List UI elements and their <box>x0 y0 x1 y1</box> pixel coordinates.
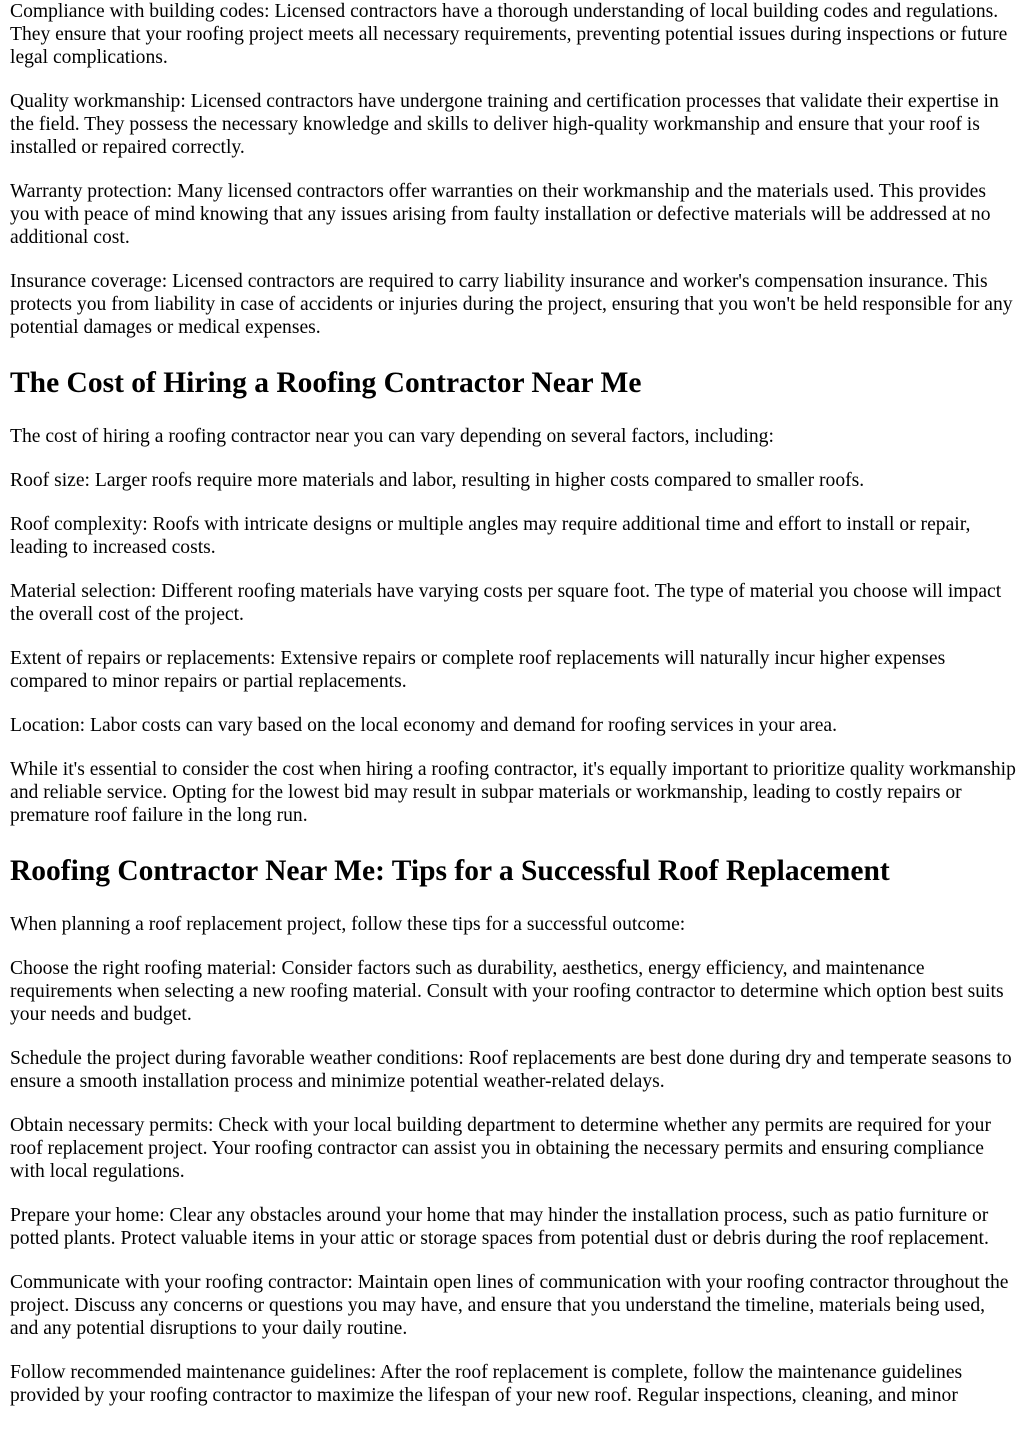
paragraph-communicate: Communicate with your roofing contractor: Maintain open lines of communication with your roofing contractor throughout the project. Discuss any concerns or questions you may have, and ensure that you understand the timeline, materials being used, and any potential disruptions to your daily routine. <box>10 1272 1009 1339</box>
article-body <box>10 0 1016 1428</box>
paragraph-building-codes: Compliance with building codes: Licensed contractors have a thorough understanding of local building codes and regulations. They ensure that your roofing project meets all necessary requirements, preventing potential issues during inspections or future legal complications. <box>10 1 1008 68</box>
paragraph-roof-size: Roof size: Larger roofs require more materials and labor, resulting in higher costs compared to smaller roofs. <box>10 470 865 491</box>
heading-roof-replacement-tips: Roofing Contractor Near Me: Tips for a Successful Roof Replacement <box>10 855 890 887</box>
paragraph-quality-workmanship: Quality workmanship: Licensed contractors have undergone training and certification processes that validate their expertise in the field. They possess the necessary knowledge and skills to deliver high-quality workmanship and ensure that your roof is installed or repaired correctly. <box>10 91 999 158</box>
paragraph-material-selection: Material selection: Different roofing materials have varying costs per square foot. The type of material you choose will impact the overall cost of the project. <box>10 581 1002 625</box>
heading-cost-of-hiring: The Cost of Hiring a Roofing Contractor Near Me <box>10 367 642 399</box>
paragraph-cost-intro: The cost of hiring a roofing contractor near you can vary depending on several factors, including: <box>10 426 774 447</box>
paragraph-insurance-coverage: Insurance coverage: Licensed contractors are required to carry liability insurance and worker's compensation insurance. This protects you from liability in case of accidents or injuries during the project, ensuring that you won't be held responsible for any potential damages or medical expenses. <box>10 271 1013 338</box>
paragraph-roof-complexity: Roof complexity: Roofs with intricate designs or multiple angles may require additional time and effort to install or repair, leading to increased costs. <box>10 514 971 558</box>
paragraph-prepare-home: Prepare your home: Clear any obstacles around your home that may hinder the installation process, such as patio furniture or potted plants. Protect valuable items in your attic or storage spaces from potential dust or debris during the roof replacement. <box>10 1205 989 1249</box>
paragraph-obtain-permits: Obtain necessary permits: Check with your local building department to determine whether any permits are required for your roof replacement project. Your roofing contractor can assist you in obtaining the necessary permits and ensuring compliance with local regulations. <box>10 1115 992 1182</box>
paragraph-schedule-weather: Schedule the project during favorable weather conditions: Roof replacements are best done during dry and temperate seasons to ensure a smooth installation process and minimize potential weather-related delays. <box>10 1048 1012 1092</box>
paragraph-maintenance-guidelines: Follow recommended maintenance guidelines: After the roof replacement is complete, follow the maintenance guidelines provided by your roofing contractor to maximize the lifespan of your new roof. Regular inspections, cleaning, and minor <box>10 1362 963 1406</box>
paragraph-location: Location: Labor costs can vary based on the local economy and demand for roofing services in your area. <box>10 715 837 736</box>
paragraph-extent-of-repairs: Extent of repairs or replacements: Extensive repairs or complete roof replacements will naturally incur higher expenses compared to minor repairs or partial replacements. <box>10 648 946 692</box>
paragraph-warranty-protection: Warranty protection: Many licensed contractors offer warranties on their workmanship and the materials used. This provides you with peace of mind knowing that any issues arising from faulty installation or defective materials will be addressed at no additional cost. <box>10 181 991 248</box>
paragraph-choose-material: Choose the right roofing material: Consider factors such as durability, aesthetics, energy efficiency, and maintenance requirements when selecting a new roofing material. Consult with your roofing contractor to determine which option best suits your needs and budget. <box>10 958 1004 1025</box>
paragraph-cost-conclusion: While it's essential to consider the cost when hiring a roofing contractor, it's equally important to prioritize quality workmanship and reliable service. Opting for the lowest bid may result in subpar materials or workmanship, leading to costly repairs or premature roof failure in the long run. <box>10 759 1016 826</box>
paragraph-tips-intro: When planning a roof replacement project, follow these tips for a successful outcome: <box>10 914 686 935</box>
